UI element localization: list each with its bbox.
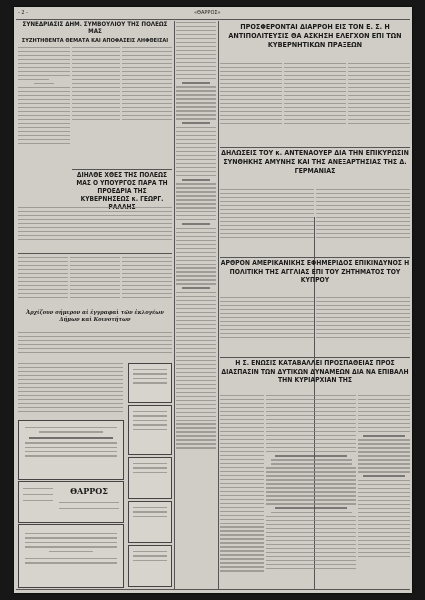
body-column: [18, 47, 70, 227]
page-number: - 2 -: [18, 10, 28, 16]
column-rule: [218, 21, 219, 589]
running-head: [14, 10, 412, 18]
ad-box: [128, 501, 172, 543]
body-column: [266, 395, 356, 589]
top-rule: [16, 19, 410, 20]
small-ads-column: [126, 363, 172, 589]
masthead-ad: [18, 481, 124, 523]
body-column: [122, 47, 172, 167]
body-column: [316, 189, 410, 257]
newspaper-page: [14, 7, 412, 593]
body-column: [358, 395, 410, 589]
narrow-column: [176, 22, 216, 588]
notice-box: [18, 524, 124, 588]
body-column: [72, 47, 120, 167]
body-column: [348, 63, 410, 145]
cyprus-article-head: [220, 259, 410, 297]
ad-box: [128, 405, 172, 455]
body-column: [18, 257, 68, 313]
ad-title: ΘΑΡΡΟΣ: [70, 486, 108, 496]
diarroi-headline: ΠΡΟΣΦΕΡΟΝΤΑΙ ΔΙΑΡΡΟΗ ΕΙΣ ΤΟΝ Ε. Σ. Η ΑΝΤΙΠΟΛΙΤΕΥΣΙΣ ΘΑ ΑΣΚΗΣΗ ΕΛΕΓΧΟΝ ΕΠΙ ΤΩΝ ΚΥΒΕΡΝΗΤΙΚΩΝ ΠΡΑΞΕΩΝ: [228, 22, 402, 49]
soviet-headline: Η Σ. ΕΝΩΣΙΣ ΚΑΤΑΒΑΛΛΕΙ ΠΡΟΣΠΑΘΕΙΑΣ ΠΡΟΣ ΔΙΑΣΠΑΣΙΝ ΤΩΝ ΔΥΤΙΚΩΝ ΔΥΝΑΜΕΩΝ ΔΙΑ ΝΑ ΕΠΙΒΑΛΗ ΤΗΝ ΚΥΡΙΑΡΧΙΑΝ ΤΗΣ: [221, 359, 409, 385]
soviet-article-head: [220, 359, 410, 395]
adenauer-headline: ΔΗΛΩΣΕΙΣ ΤΟΥ κ. ΑΝΤΕΝΑΟΥΕΡ ΔΙΑ ΤΗΝ ΕΠΙΚΥΡΩΣΙΝ ΣΥΝΘΗΚΗΣ ΑΜΥΝΗΣ ΚΑΙ ΤΗΣ ΑΝΕΞΑΡΤΗΣΙΑΣ ΤΗΣ Δ. ΓΕΡΜΑΝΙΑΣ: [221, 149, 409, 175]
registration-headline: Ἀρχίζουν σήμερον αἱ ἐγγραφαὶ τῶν ἐκλογέων Δήμων καὶ Κοινοτήτων: [26, 310, 164, 323]
diarroi-article-head: [220, 22, 410, 62]
body-block: [18, 207, 172, 252]
body-block: [18, 332, 172, 362]
ad-box: [128, 545, 172, 587]
body-column: [220, 63, 282, 145]
cyprus-headline: ΑΡΘΡΟΝ ΑΜΕΡΙΚΑΝΙΚΗΣ ΕΦΗΜΕΡΙΔΟΣ ΕΠΙΚΙΝΔΥΝΟΣ Η ΠΟΛΙΤΙΚΗ ΤΗΣ ΑΓΓΛΙΑΣ ΕΠΙ ΤΟΥ ΖΗΤΗΜΑΤΟΣ ΤΟΥ ΚΥΠΡΟΥ: [220, 259, 410, 285]
body-column: [284, 63, 346, 145]
advertisement-box: [18, 420, 124, 480]
ad-box: [128, 363, 172, 403]
adenauer-article-head: [220, 149, 410, 189]
body-column: [316, 297, 410, 357]
registration-head: [20, 310, 170, 330]
ad-box: [128, 457, 172, 499]
body-column: [122, 257, 172, 313]
council-subhead: ΣΥΖΗΤΗΘΕΝΤΑ ΘΕΜΑΤΑ ΚΑΙ ΑΠΟΦΑΣΕΙΣ ΛΗΦΘΕΙΣΑΙ: [21, 37, 169, 44]
body-column: [220, 189, 314, 257]
masthead: «ΘΑΡΡΟΣ»: [194, 10, 221, 16]
bottom-rule: [16, 589, 410, 590]
body-column: [70, 257, 120, 313]
body-column: [18, 363, 123, 421]
minister-headline: ΔΙΗΛΘΕ ΧΘΕΣ ΤΗΣ ΠΟΛΕΩΣ ΜΑΣ Ο ΥΠΟΥΡΓΟΣ ΠΑΡΑ ΤΗ ΠΡΟΕΔΡΙΑ ΤΗΣ ΚΥΒΕΡΝΗΣΕΩΣ κ. ΓΕΩΡΓ.: [76, 171, 168, 203]
minister-visit-head: [72, 171, 172, 201]
council-headline: ΣΥΝΕΔΡΙΑΣΙΣ ΔΗΜ. ΣΥΜΒΟΥΛΙΟΥ ΤΗΣ ΠΟΛΕΩΣ ΜΑΣ: [22, 21, 168, 35]
body-column: [220, 395, 264, 589]
body-column: [220, 297, 314, 357]
column-rule: [174, 21, 175, 589]
